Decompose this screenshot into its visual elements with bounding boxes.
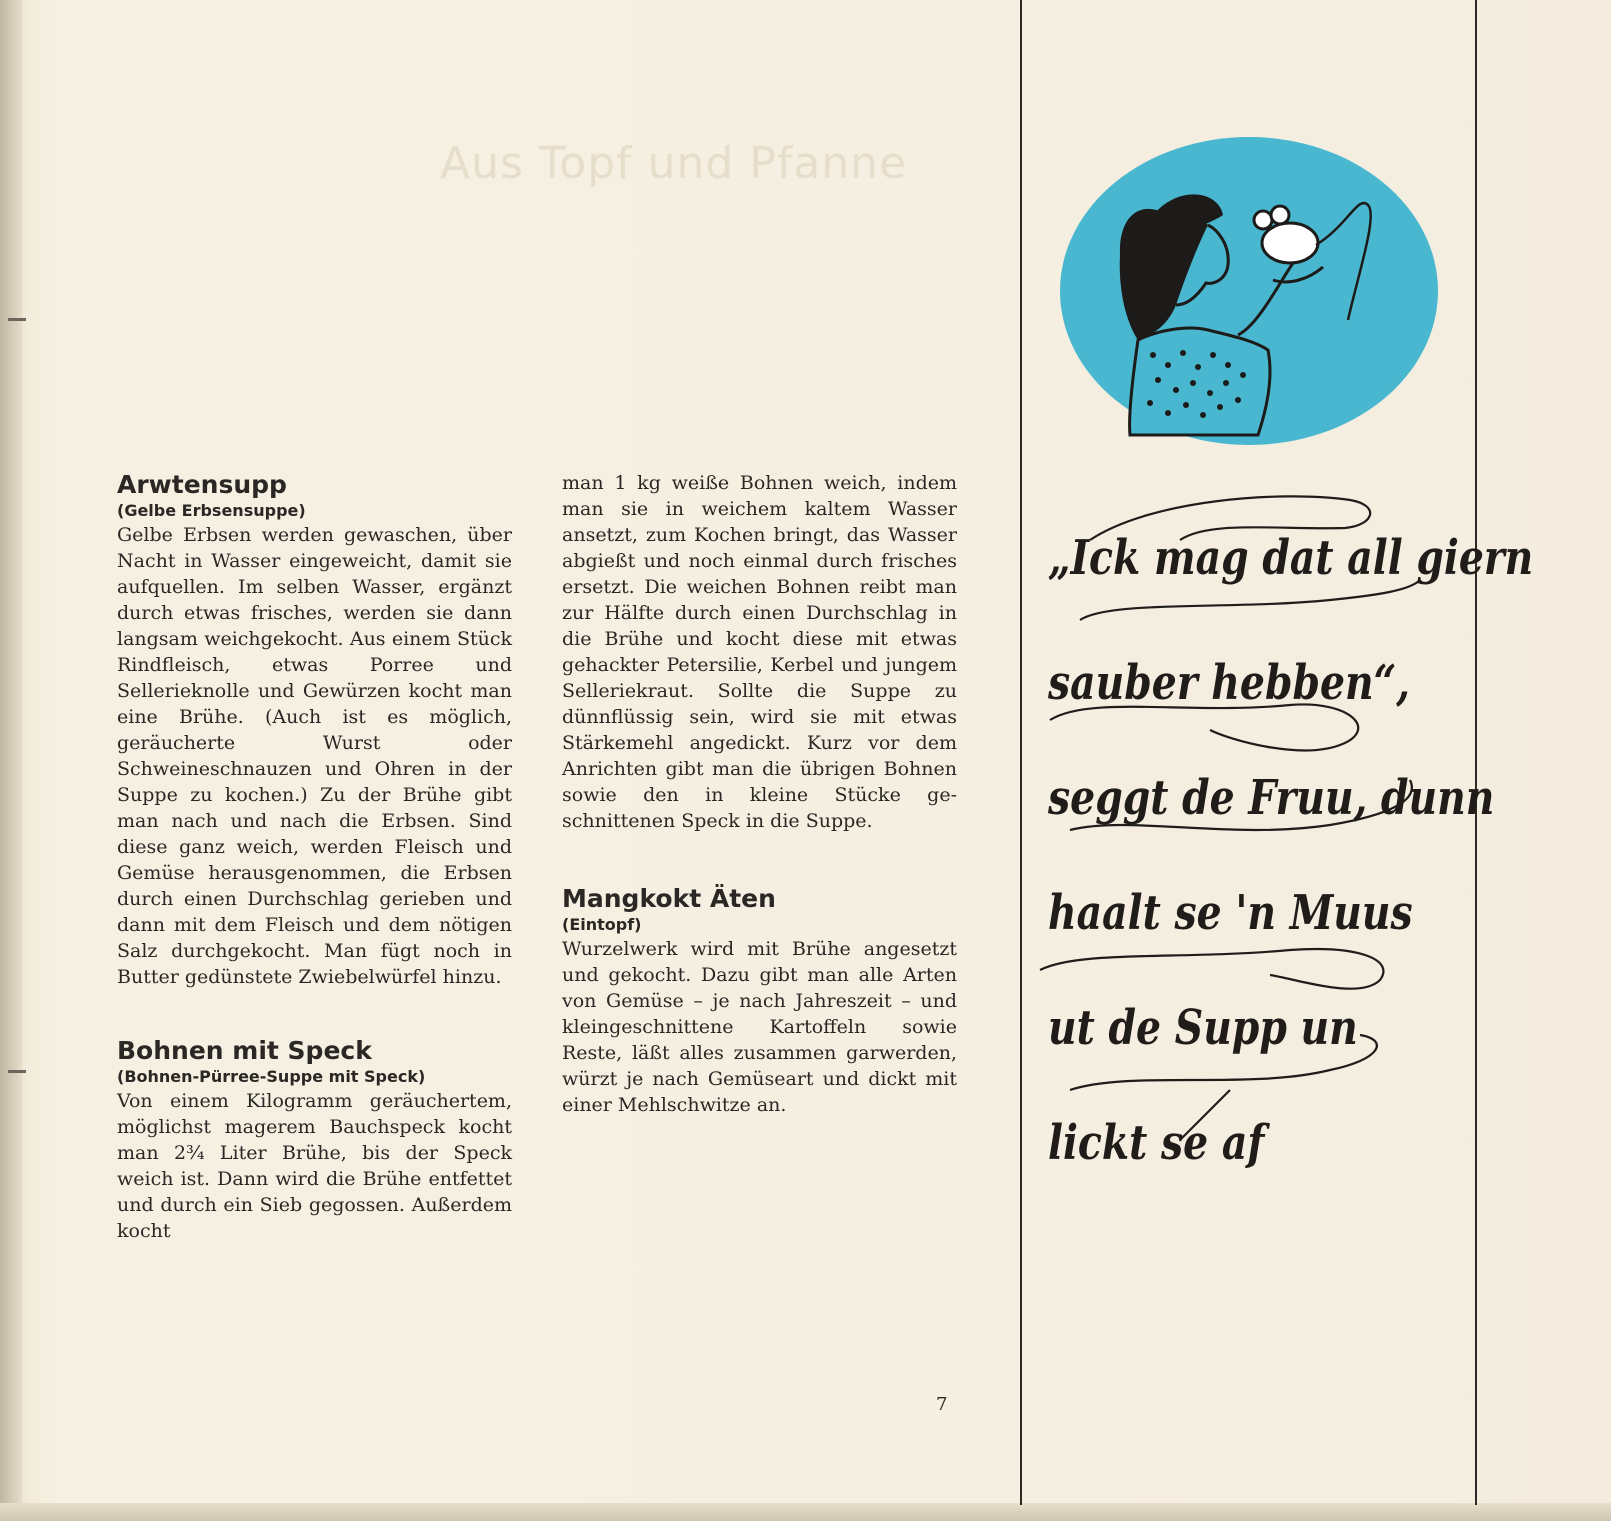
recipe-bohnen-mit-speck	[117, 1036, 512, 1244]
staple-mark	[8, 1070, 26, 1073]
dialect-quote	[1048, 530, 1534, 1230]
recipe-subtitle: (Eintopf)	[562, 915, 642, 934]
recipe-subtitle: (Bohnen-Pürree-Suppe mit Speck)	[117, 1067, 426, 1086]
page-bottom-edge	[0, 1503, 1611, 1521]
binding-edge	[0, 0, 22, 1521]
recipe-title: Bohnen mit Speck	[117, 1036, 372, 1065]
recipe-body: Gelbe Erbsen werden gewaschen, über Nacht in Wasser eingeweicht, damit sie aufquellen. Im selben Wasser, ergänzt durch etwas frisches, werden sie dann langsam weichgekocht. Aus einem Stück Rindfleisch, etwas Porree und Sellerieknolle und Gewürzen kocht man eine Brühe. (Auch ist es möglich, geräucherte Wurst oder Schweineschnauzen und Ohren in der Suppe zu kochen.) Zu der Brühe gibt man nach und nach die Erbsen. Sind diese ganz weich, werden Fleisch und Gemüse herausgenommen, die Erbsen durch einen Durchschlag gerieben und dann mit dem Fleisch und dem nötigen Salz durchgekocht. Man fügt noch in Butter gedünstete Zwiebelwürfel hinzu.	[117, 524, 512, 988]
panel-rule-right	[1475, 0, 1477, 1505]
recipe-body: Wurzelwerk wird mit Brühe angesetzt und gekocht. Dazu gibt man alle Arten von Gemüse – je nach Jahreszeit – und kleingeschnittene Kartoffeln sowie Reste, läßt alles zusammen garwerden, würzt je nach Gemüseart und dickt mit einer Mehlschwitze an.	[562, 938, 957, 1116]
staple-mark	[8, 318, 26, 321]
woman-with-mouse-illustration	[1058, 135, 1440, 447]
page-number: 7	[936, 1394, 948, 1415]
quote-line: haalt se 'n Muus	[1048, 885, 1413, 941]
quote-line: ut de Supp un	[1048, 1000, 1358, 1056]
quote-line: „Ick mag dat all giern	[1048, 530, 1534, 586]
recipe-body-continued: man 1 kg weiße Bohnen weich, indem man sie in weichem kaltem Wasser ansetzt, zum Kochen bringt, das Wasser abgießt und noch einmal durch frisches ersetzt. Die weichen Bohnen reibt man zur Hälfte durch einen Durchschlag in die Brühe und kocht diese mit etwas gehackter Petersilie, Kerbel und jungem Selleriekraut. Sollte die Suppe zu dünnflüssig sein, wird sie mit etwas Stärkemehl angedickt. Kurz vor dem Anrichten gibt man die übrigen Bohnen sowie den in kleine Stücke geschnittenen Speck in die Suppe.	[562, 472, 957, 832]
quote-line: seggt de Fruu, dunn	[1048, 770, 1495, 826]
quote-line: lickt se af	[1048, 1115, 1265, 1171]
text-column-middle	[562, 470, 957, 1118]
recipe-mangkokt-aeten	[562, 884, 957, 1118]
quote-line: sauber hebben“,	[1048, 655, 1410, 711]
recipe-title: Mangkokt Äten	[562, 884, 776, 913]
recipe-arwtensupp	[117, 470, 512, 990]
recipe-subtitle: (Gelbe Erbsensuppe)	[117, 501, 306, 520]
show-through-heading: Aus Topf und Pfanne	[440, 138, 908, 189]
recipe-body: Von einem Kilogramm geräuchertem, möglichst magerem Bauchspeck kocht man 2¾ Liter Brühe, bis der Speck weich ist. Dann wird die Brühe entfettet und durch ein Sieb gegossen. Außerdem kocht	[117, 1090, 512, 1242]
recipe-title: Arwtensupp	[117, 470, 287, 499]
text-column-left	[117, 470, 512, 1244]
panel-rule-left	[1020, 0, 1022, 1505]
